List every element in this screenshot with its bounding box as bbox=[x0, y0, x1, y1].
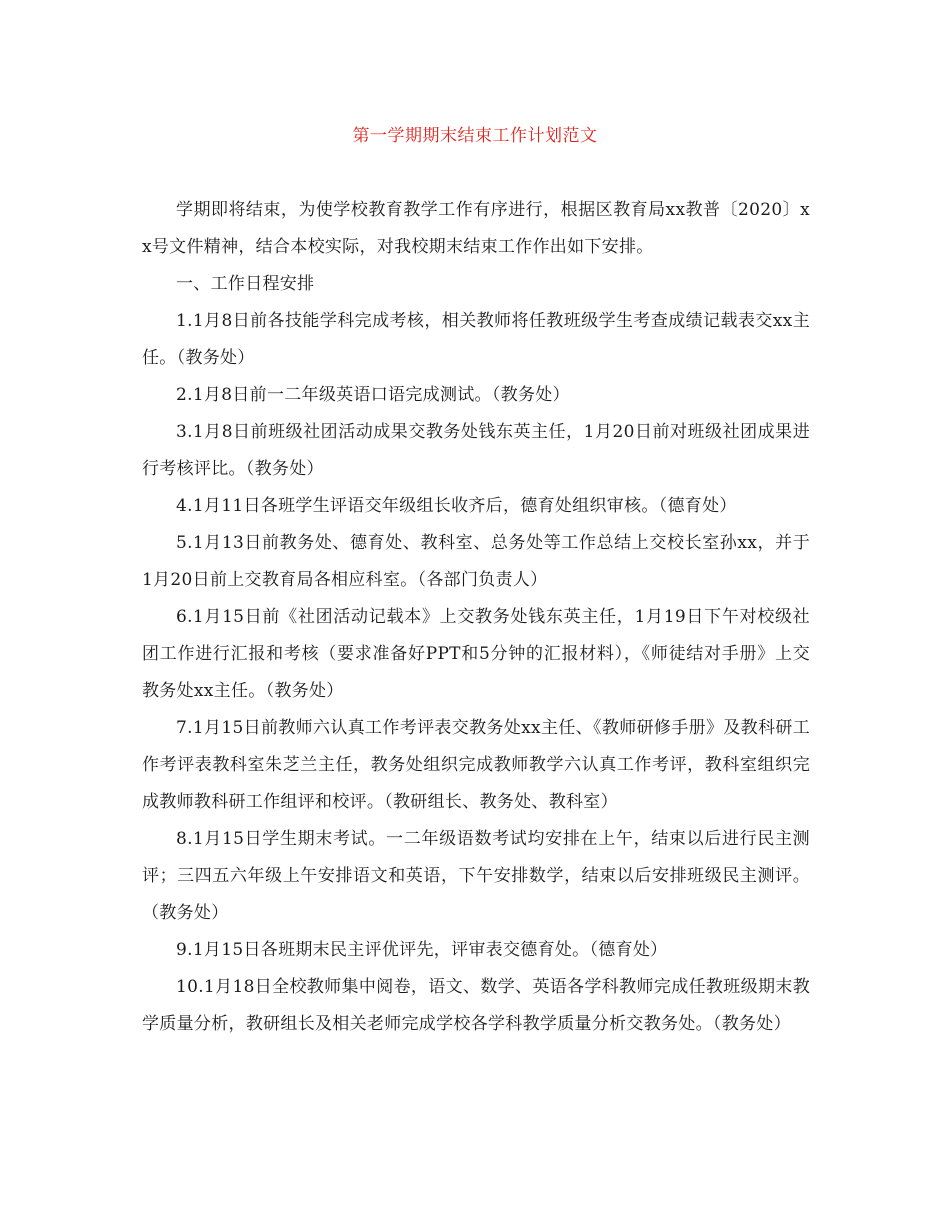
list-item: 4.1月11日各班学生评语交年级组长收齐后，德育处组织审核。（德育处） bbox=[176, 496, 737, 516]
list-item: 10.1月18日全校教师集中阅卷，语文、数学、英语各学科教师完成任教班级期末教学质量分析，教研组长及相关老师完成学校各学科教学质量分析交教务处。（教务处） bbox=[142, 977, 810, 1034]
list-item: 3.1月8日前班级社团活动成果交教务处钱东英主任，1月20日前对班级社团成果进行考核评比。（教务处） bbox=[142, 422, 810, 479]
list-item: 1.1月8日前各技能学科完成考核，相关教师将任教班级学生考查成绩记载表交xx主任。（教务处） bbox=[142, 311, 810, 368]
list-item: 8.1月15日学生期末考试。一二年级语数考试均安排在上午，结束以后进行民主测评；三四五六年级上午安排语文和英语，下午安排数学，结束以后安排班级民主测评。（教务处） bbox=[142, 829, 810, 923]
list-item: 9.1月15日各班期末民主评优评先，评审表交德育处。（德育处） bbox=[176, 940, 668, 960]
list-item: 7.1月15日前教师六认真工作考评表交教务处xx主任、《教师研修手册》及教科研工作考评表教科室朱芝兰主任，教务处组织完成教师教学六认真工作考评，教科室组织完成教师教科研工作组评和校评。（教研组长、教务处、教科室） bbox=[142, 718, 810, 812]
list-item: 5.1月13日前教务处、德育处、教科室、总务处等工作总结上交校长室孙xx，并于1月20日前上交教育局各相应科室。（各部门负责人） bbox=[142, 533, 810, 590]
list-item: 6.1月15日前《社团活动记载本》上交教务处钱东英主任，1月19日下午对校级社团工作进行汇报和考核（要求准备好PPT和5分钟的汇报材料），《师徒结对手册》上交教务处xx主任。（教务处） bbox=[142, 607, 810, 701]
document-title: 第一学期期末结束工作计划范文 bbox=[352, 126, 598, 146]
document-body bbox=[142, 192, 810, 1043]
section-heading: 一、工作日程安排 bbox=[176, 274, 315, 294]
paragraph-intro: 学期即将结束，为使学校教育教学工作有序进行，根据区教育局xx教普〔2020〕xx号文件精神，结合本校实际，对我校期末结束工作作出如下安排。 bbox=[142, 200, 810, 257]
list-item: 2.1月8日前一二年级英语口语完成测试。（教务处） bbox=[176, 385, 570, 405]
